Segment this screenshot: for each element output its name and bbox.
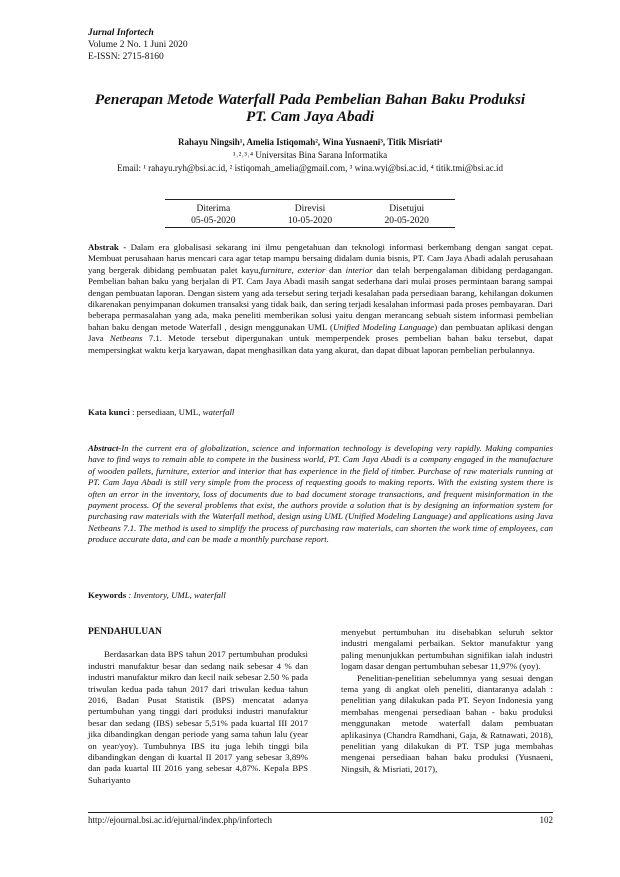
date-value: 05-05-2020 bbox=[191, 216, 236, 226]
abstract-label: Abstract- bbox=[88, 443, 122, 453]
affiliation: ¹˒²˒³˒⁴ Universitas Bina Sarana Informatika bbox=[232, 150, 388, 160]
journal-name: Jurnal Infortech bbox=[88, 28, 154, 38]
body-paragraph: menyebut pertumbuhan itu disebabkan seluruh sektor industri mengalami perbaikan. Sektor manufaktur yang paling menunjukkan pertumbuhan signifikan ialah industri logam dasar dengan pertumbuhan sebesar 11,97% (yoy). bbox=[341, 627, 553, 672]
abstrak-italic: furniture, exterior bbox=[260, 264, 326, 275]
page-number: 102 bbox=[539, 815, 553, 825]
abstrak-text: dan bbox=[325, 264, 346, 275]
date-value: 10-05-2020 bbox=[287, 216, 333, 226]
author-list: Rahayu Ningsih¹, Amelia Istiqomah², Wina Yusnaeni³, Titik Misriati⁴ bbox=[177, 137, 443, 147]
date-received bbox=[165, 203, 262, 227]
left-column bbox=[88, 627, 308, 786]
kata-kunci-text: : persediaan, UML, bbox=[129, 407, 203, 417]
dates-bottom-rule bbox=[165, 227, 455, 228]
body-paragraph: Penelitian-penelitian sebelumnya yang sesuai dengan tema yang di angkat oleh peneliti, diantaranya adalah : penelitian yang dilakukan pada PT. Seyon Indonesia yang membahas mengenai persediaan bahan - baku produksi menggunakan metode waterfall dalam pembuatan aplikasinya (Chandra Ramdhani, Gaja, & Ratnawati, 2018), penelitian yang dilakukan di PT. TSP juga membahas mengenai persediaan bahan baku produksi (Yusnaeni, Ningsih, & Misriati, 2017), bbox=[341, 672, 553, 774]
kata-kunci-italic: waterfall bbox=[202, 407, 235, 417]
kata-kunci-label: Kata kunci bbox=[88, 407, 130, 417]
paper-title-line1: Penerapan Metode Waterfall Pada Pembelian Bahan Baku Produksi bbox=[94, 91, 526, 108]
keywords-text: : Inventory, UML, waterfall bbox=[126, 590, 226, 600]
date-label: Disetujui bbox=[389, 204, 425, 214]
abstrak-paragraph bbox=[88, 242, 553, 356]
abstrak-italic: Unified Modeling Language bbox=[333, 321, 435, 332]
abstrak-text: ) dan pembuatan aplikasi dengan Java bbox=[88, 321, 554, 344]
date-label: Diterima bbox=[196, 204, 231, 214]
journal-volume: Volume 2 No. 1 Juni 2020 bbox=[88, 40, 188, 50]
date-label: Direvisi bbox=[294, 204, 326, 214]
abstrak-italic: interior bbox=[345, 264, 373, 275]
keywords bbox=[88, 590, 553, 601]
paper-title bbox=[60, 91, 560, 125]
page-footer bbox=[88, 815, 553, 825]
right-column bbox=[341, 627, 553, 775]
footer-rule bbox=[88, 812, 553, 813]
journal-header bbox=[88, 27, 188, 63]
abstrak-label: Abstrak - bbox=[88, 242, 127, 252]
abstrak-text: dan telah berpengalaman dibidang perdagangan. Pembelian bahan baku yang berjalan di PT. Cam Jaya Abadi masih sangat sederhana dari mulai proses permintaan barang sampai dengan pembuatan laporan. Dengan sistem yang ada tersebut sering terjadi kesalahan pada persediaan barang, kehilangan dokumen dikarenakan penyimpanan dokumen transaksi yang tidak baik, dan sering terjadi kesalahan informasi pada proses pembayaran. Dari beberapa permasalahan yang ada, maka peneliti memberikan solusi yaitu dengan merancang sebuah sistem informasi pembelian bahan baku dengan metode Waterfall , design menggunakan UML ( bbox=[88, 264, 553, 332]
paper-title-line2: PT. Cam Jaya Abadi bbox=[246, 108, 374, 125]
section-heading: PENDAHULUAN bbox=[88, 627, 162, 637]
abstrak-italic: Netbeans bbox=[109, 333, 143, 344]
abstract-text: In the current era of globalization, science and information technology is developing very rapidly. Making companies have to find ways to remain able to compete in the business world, PT. Cam Jaya Abadi is a company engaged in the manufacture of wooden pallets, furniture, exterior and interior that has experience in the field of timber. Purchase of raw materials running at PT. Cam Jaya Abadi is still very simple from the process of requesting goods to making reports. With the existing system there is often an error in the inventory, loss of documents due to bad document storage transactions, and frequent misinformation in the payment process. Of the several problems that exist, the authors provide a solution that is by designing an information system for purchasing raw materials with the Waterfall method, design using UML (Unified Modeling Language) and applications using Java Netbeans 7.1. The method is used to simplify the process of purchasing raw materials, can shorten the work time of employees, can produce accurate data, and can be made a monthly purchase report. bbox=[88, 443, 553, 545]
date-accepted bbox=[358, 203, 455, 227]
submission-dates bbox=[165, 203, 455, 227]
kata-kunci bbox=[88, 407, 553, 418]
date-value: 20-05-2020 bbox=[384, 216, 429, 226]
journal-issn: E-ISSN: 2715-8160 bbox=[88, 52, 164, 62]
date-revised bbox=[262, 203, 359, 227]
author-emails: Email: ¹ rahayu.ryh@bsi.ac.id, ² istiqomah_amelia@gmail.com, ³ wina.wyi@bsi.ac.id, ⁴ titik.tmi@bsi.ac.id bbox=[116, 163, 504, 173]
keywords-label: Keywords bbox=[88, 590, 127, 600]
body-paragraph: Berdasarkan data BPS tahun 2017 pertumbuhan produksi industri manufaktur besar dan sedang naik sebesar 4 % dan industri manufaktur mikro dan kecil naik sebesar 2.50 % pada triwulan kedua pada tahun 2017 dari triwulan kedua tahun 2016, Badan Pusat Statistik (BPS) mencatat adanya pertumbuhan yang tinggi dari produksi industri manufaktur besar dan sedang (IBS) sebesar 5,51% pada kuartal III 2017 jika dibandingkan dengan periode yang sama tahun lalu (year on year/yoy). Tumbuhnya IBS itu juga lebih tinggi bila dibandingkan dengan di kuartal II 2017 yang sebesar 3,89% dan pada kuartal III 2016 yang sebesar 4,87%. Kepala BPS Suhariyanto bbox=[88, 649, 308, 785]
abstract-paragraph bbox=[88, 443, 553, 546]
footer-url[interactable]: http://ejournal.bsi.ac.id/ejurnal/index.php/infortech bbox=[88, 815, 272, 825]
abstrak-text: 7.1. Metode tersebut dipergunakan untuk memperpendek proses pembelian bahan baku tersebut, dapat mempersingkat waktu kerja karyawan, dapat menghasilkan data yang akurat, dan dapat dibuat laporan pembelian perbulannya. bbox=[88, 333, 553, 355]
dates-top-rule bbox=[165, 199, 455, 200]
abstrak-text: Dalam era globalisasi sekarang ini ilmu pengetahuan dan teknologi informasi berkembang dengan sangat cepat. Membuat perusahaan harus mencari cara agar tetap mampu bersaing didalam dunia bisnis, PT. Cam Jaya Abadi adalah perusahaan yang bergerak dibidang pembuatan palet kayu, bbox=[88, 242, 553, 275]
